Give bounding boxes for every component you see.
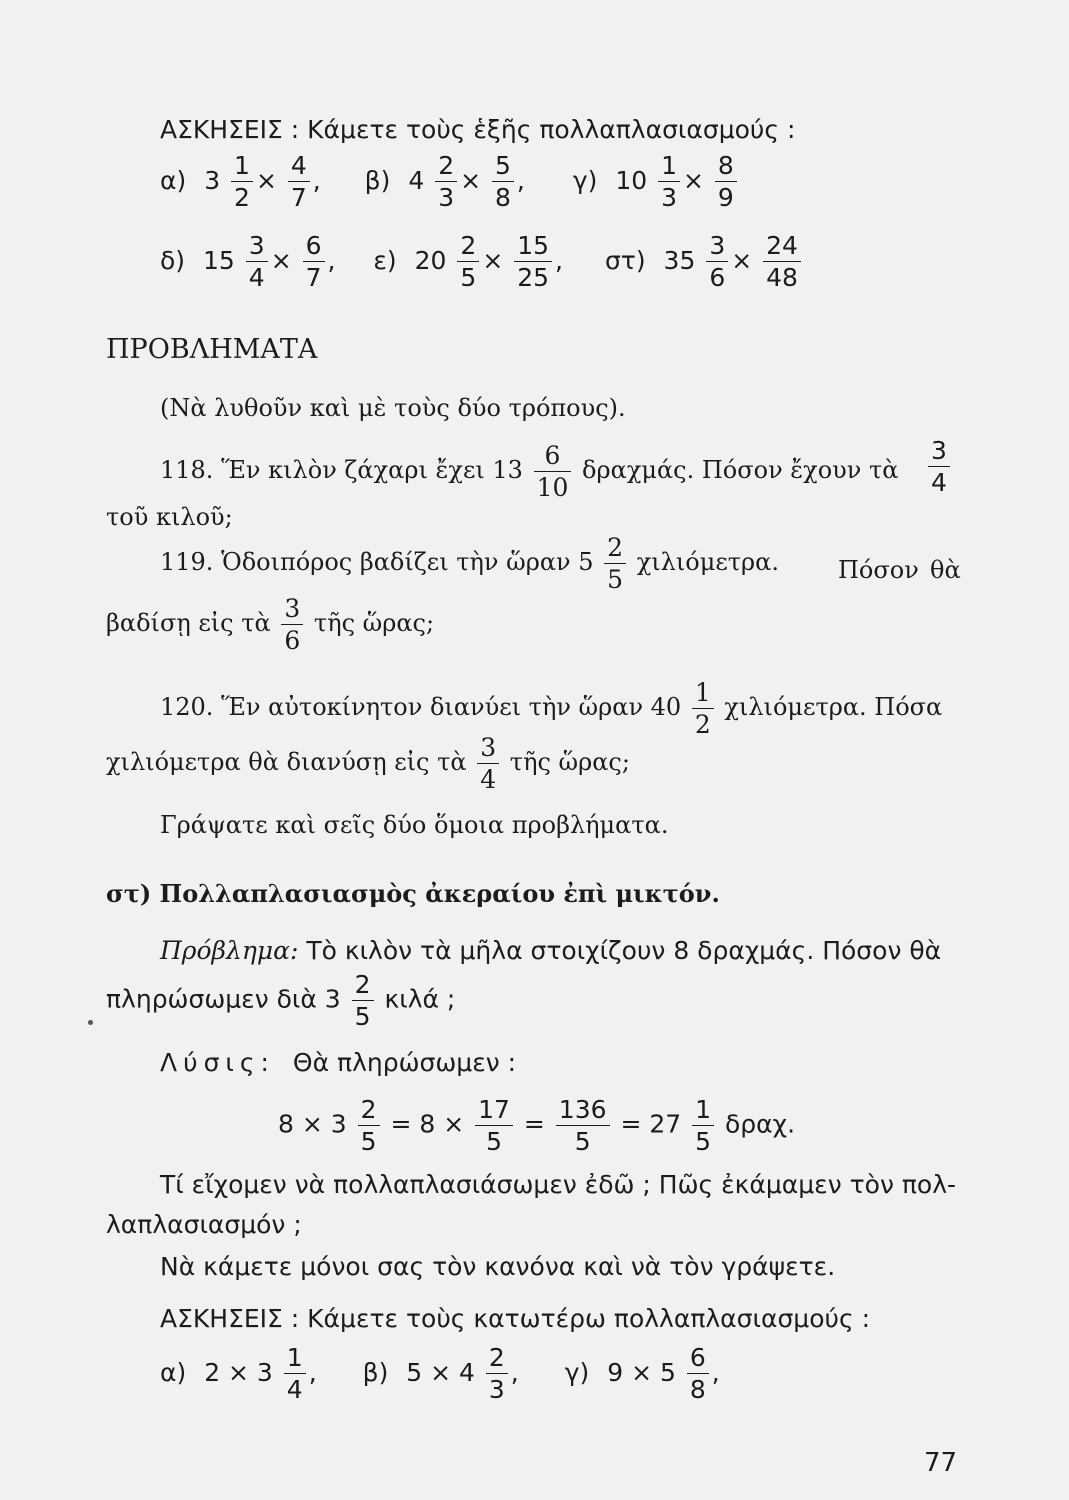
fraction: $\frac{1}{2}$: [692, 680, 714, 737]
fraction: $\frac{2}{3}$: [435, 153, 457, 210]
rule-prompt: Νὰ κάμετε μόνοι σας τὸν κανόνα καὶ νὰ τὸν γράψετε.: [160, 1252, 836, 1281]
exercise-d: δ) 15 $\frac{3}{4}$ × $\frac{6}{7}$ ,: [160, 231, 336, 292]
fraction: $\frac{2}{5}$: [358, 1097, 380, 1154]
write-prompt: Γράψατε καὶ σεῖς δύο ὅμοια προβλήματα.: [160, 811, 669, 839]
problem-119-word: Πόσον: [838, 556, 919, 584]
exercise-row-2: [160, 233, 804, 290]
fraction: $\frac{2}{5}$: [352, 972, 374, 1029]
section-title: στ) Πολλαπλασιασμὸς ἀκεραίου ἐπὶ μικτόν.: [106, 879, 720, 908]
problem-statement-line1: Πρόβλημα: Τὸ κιλὸν τὰ μῆλα στοιχίζουν 8 δραχμάς. Πόσον θὰ: [160, 936, 942, 965]
fraction: $\frac{1}{3}$: [658, 153, 680, 210]
fraction: $\frac{6}{10}$: [534, 443, 572, 500]
problem-120-line1: 120. Ἕν αὐτοκίνητον διανύει τὴν ὥραν 40 $\frac{1}{2}$ χιλιόμετρα. Πόσα: [160, 678, 943, 739]
exercise-e: ε) 20 $\frac{2}{5}$ × $\frac{15}{25}$ ,: [373, 231, 563, 292]
exercise-b: β) 4 $\frac{2}{3}$ × $\frac{5}{8}$ ,: [364, 151, 525, 212]
fraction: $\frac{3}{6}$: [281, 596, 303, 653]
exercise-c: γ) 10 $\frac{1}{3}$ × $\frac{8}{9}$: [573, 166, 740, 195]
problem-119-line1: 119. Ὁδοιπόρος βαδίζει τὴν ὥραν 5 $\frac{2}{5}$ χιλιόμετρα.: [160, 533, 779, 594]
fraction: $\frac{3}{6}$: [706, 233, 728, 290]
fraction: $\frac{2}{3}$: [486, 1345, 508, 1402]
page-number: 77: [924, 1448, 958, 1478]
problems-instruction: (Νὰ λυθοῦν καὶ μὲ τοὺς δύο τρόπους).: [160, 394, 626, 422]
problem-119-word: θὰ: [930, 556, 961, 584]
fraction: $\frac{17}{5}$: [475, 1097, 513, 1154]
fraction: $\frac{8}{9}$: [715, 153, 737, 210]
fraction: $\frac{5}{8}$: [492, 153, 514, 210]
problem-119-line2: βαδίσῃ εἰς τὰ $\frac{3}{6}$ τῆς ὥρας;: [106, 594, 435, 655]
problem-118-line1: 118. Ἕν κιλὸν ζάχαρι ἔχει 13 $\frac{6}{10}$ δραχμάς. Πόσον ἔχουν τὰ: [160, 441, 899, 502]
fraction: $\frac{15}{25}$: [514, 233, 552, 290]
exercises-heading: ΑΣΚΗΣΕΙΣ : Κάμετε τοὺς ἑξῆς πολλαπλασιασμούς :: [160, 115, 796, 144]
question-line1: Τί εἴχομεν νὰ πολλαπλασιάσωμεν ἐδῶ ; Πῶς ἐκάμαμεν τὸν πολ-: [160, 1170, 957, 1199]
fraction: $\frac{2}{5}$: [604, 535, 626, 592]
problem-120-line2: χιλιόμετρα θὰ διανύσῃ εἰς τὰ $\frac{3}{4}$ τῆς ὥρας;: [106, 733, 630, 794]
exercises2-heading: ΑΣΚΗΣΕΙΣ : Κάμετε τοὺς κατωτέρω πολλαπλασιασμούς :: [160, 1304, 870, 1333]
exercise-st: στ) 35 $\frac{3}{6}$ × $\frac{24}{48}$: [605, 246, 804, 275]
exercises2-row: [160, 1345, 720, 1402]
fraction: $\frac{24}{48}$: [763, 233, 801, 290]
fraction: $\frac{2}{5}$: [457, 233, 479, 290]
exercise-a: α) 3 $\frac{1}{2}$ × $\frac{4}{7}$ ,: [160, 151, 321, 212]
fraction: $\frac{3}{4}$: [246, 233, 268, 290]
exercise-row-1: [160, 153, 740, 210]
solution-equation: 8 × 3 $\frac{2}{5}$ = 8 × $\frac{17}{5}$ = $\frac{136}{5}$ = 27 $\frac{1}{5}$ δραχ.: [278, 1095, 796, 1156]
exercise2-c: γ) 9 × 5 $\frac{6}{8}$ ,: [564, 1343, 720, 1404]
fraction: $\frac{6}{8}$: [687, 1345, 709, 1402]
fraction: $\frac{3}{4}$: [477, 735, 499, 792]
ink-dot: [88, 1020, 93, 1025]
fraction: $\frac{3}{4}$: [928, 438, 950, 495]
problem-statement-line2: πληρώσωμεν διὰ 3 $\frac{2}{5}$ κιλά ;: [106, 970, 456, 1031]
question-line2: λαπλασιασμόν ;: [106, 1210, 302, 1239]
problem-label: Πρόβλημα:: [160, 936, 299, 965]
solution-label: Λύσις:: [160, 1048, 275, 1077]
problem-118-line2: τοῦ κιλοῦ;: [106, 503, 233, 531]
exercise2-b: β) 5 × 4 $\frac{2}{3}$ ,: [362, 1343, 519, 1404]
problem-118-fraction: [925, 438, 953, 495]
fraction: $\frac{1}{4}$: [284, 1345, 306, 1402]
exercise2-a: α) 2 × 3 $\frac{1}{4}$ ,: [160, 1343, 317, 1404]
fraction: $\frac{1}{2}$: [231, 153, 253, 210]
fraction: $\frac{136}{5}$: [556, 1097, 610, 1154]
problems-heading: ΠΡΟΒΛΗΜΑΤΑ: [106, 334, 318, 365]
fraction: $\frac{4}{7}$: [288, 153, 310, 210]
fraction: $\frac{6}{7}$: [303, 233, 325, 290]
solution-line: Λύσις: Θὰ πληρώσωμεν :: [160, 1048, 517, 1077]
fraction: $\frac{1}{5}$: [692, 1097, 714, 1154]
